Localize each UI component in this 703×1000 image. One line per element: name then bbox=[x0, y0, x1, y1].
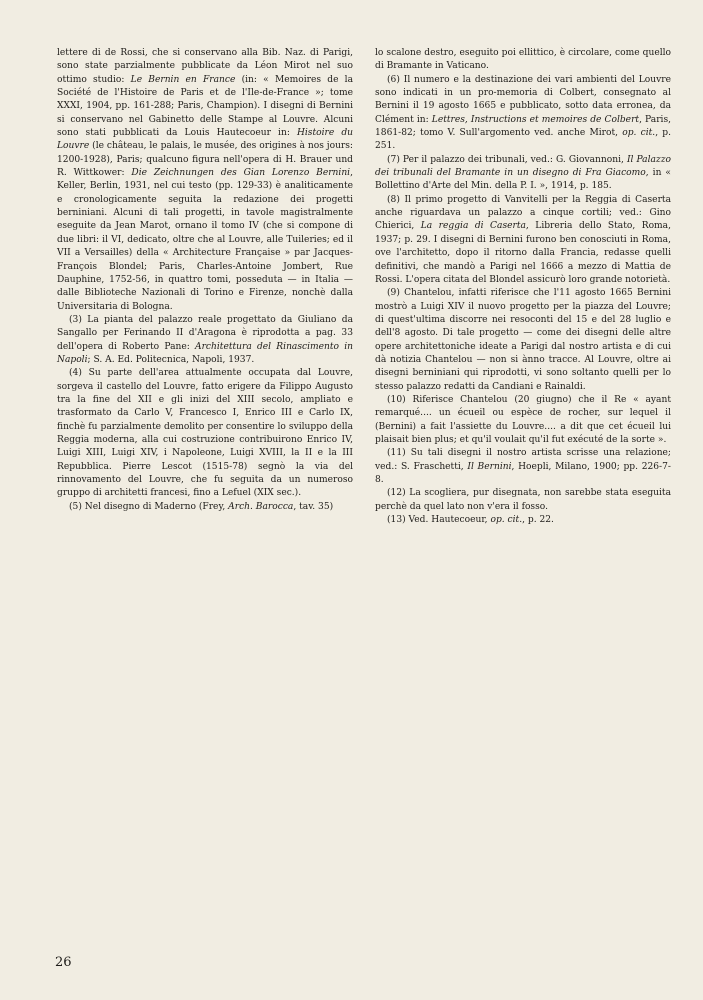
italic-title: Architettura del Rinascimento in Napoli bbox=[57, 341, 353, 365]
footnotes-right-column bbox=[375, 47, 671, 527]
right-paragraph bbox=[375, 487, 671, 514]
right-paragraph bbox=[375, 194, 671, 287]
italic-title: Le Bernin en France bbox=[130, 74, 236, 85]
text-run: , p. 251. bbox=[375, 128, 671, 152]
italic-title: Histoire du Louvre bbox=[57, 128, 353, 152]
text-run: , in « Bollettino d'Arte del Min. della P. I. », 1914, p. 185. bbox=[375, 168, 671, 192]
text-run: (3) La pianta del palazzo reale progettato da Giuliano da Sangallo per Ferinando II d'Aragona è riprodotta a pag. 33 dell'opera di Roberto Pane: bbox=[57, 314, 353, 352]
right-paragraph bbox=[375, 74, 671, 154]
text-run: (7) Per il palazzo dei tribunali, ved.: G. Giovannoni, bbox=[387, 154, 627, 165]
right-paragraph bbox=[375, 447, 671, 487]
text-run: (le château, le palais, le musée, des origines à nos jours: 1200-1928), Paris; qualcuno figura nell'opera di H. Brauer und R. Wittkower: bbox=[57, 141, 353, 179]
text-run: lettere di de Rossi, che si conservano alla Bib. Naz. di Parigi, sono state parzialmente pubblicate da Léon Mirot nel suo ottimo studio: bbox=[57, 48, 353, 85]
italic-title: Il Bernini bbox=[467, 461, 512, 472]
text-run: (5) Nel disegno di Maderno (Frey, bbox=[69, 501, 229, 512]
text-run: , Libreria dello Stato, Roma, 1937; p. 29. I disegni di Bernini furono ben conosciuti in Roma, ove l'architetto, dopo il ritorno dalla Francia, redasse quelli definitivi, che mandò a Parigi nel 1666 a mezzo di Mattia de Rossi. L'opera citata del Blondel assicurò loro grande notorietà. bbox=[375, 221, 671, 285]
left-paragraph bbox=[57, 47, 353, 314]
italic-title: op. cit. bbox=[490, 515, 523, 526]
italic-title: Arch. Barocca bbox=[228, 501, 294, 512]
text-run: ; S. A. Ed. Politecnica, Napoli, 1937. bbox=[87, 354, 255, 365]
text-run: lo scalone destro, eseguito poi ellittico, è circolare, come quello di Bramante in Vaticano. bbox=[375, 48, 671, 72]
italic-title: Il Palazzo dei tribunali del Bramante in un disegno di Fra Giacomo bbox=[375, 154, 671, 179]
text-run: (6) Il numero e la destinazione dei vari ambienti del Louvre sono indicati in un pro-memoria di Colbert, consegnato al Bernini il 19 agosto 1665 e pubblicato, sotto data erronea, da Clément in: bbox=[375, 74, 671, 125]
text-run: (10) Riferisce Chantelou (20 giugno) che il Re « ayant remarqué.... un écueil ou espèce de rocher, sur lequel il (Bernini) a fait l'assiette du Louvre.... a dit que cet écueil lui plaisait bien plus; et qu'il voulait qu'il fut exécuté de la sorte ». bbox=[375, 394, 671, 445]
text-run: (11) Su tali disegni il nostro artista scrisse una relazione; ved.: S. Fraschetti, bbox=[375, 448, 671, 472]
text-run: (13) Ved. Hautecoeur, bbox=[387, 515, 491, 526]
footnotes-left-column bbox=[57, 47, 353, 514]
text-run: (4) Su parte dell'area attualmente occupata dal Louvre, sorgeva il castello del Louvre, fatto erigere da Filippo Augusto tra la fine del XII e gli inizi del XIII secolo, ampliato e trasformato da Carlo V, Francesco I, Enrico III e Carlo IX, finchè fu parzialmente demolito per consentire lo sviluppo della Reggia moderna, alla cui costruzione contribuirono Enrico IV, Luigi XIII, Luigi XIV, i Napoleone, Luigi XVIII, la II e la III Repubblica. Pierre Lescot (1515-78) segnò la via del rinnovamento del Louvre, che fu seguita da un numeroso gruppo di architetti francesi, fino a Lefuel (XIX sec.). bbox=[57, 368, 353, 499]
right-paragraph bbox=[375, 47, 671, 74]
page-number: 26 bbox=[55, 955, 72, 970]
left-paragraph bbox=[57, 367, 353, 500]
right-paragraph bbox=[375, 287, 671, 394]
left-paragraph bbox=[57, 314, 353, 367]
italic-title: La reggia di Caserta bbox=[420, 221, 526, 232]
right-paragraph bbox=[375, 394, 671, 447]
italic-title: Lettres, Instructions et memoires de Colbert bbox=[431, 114, 640, 125]
text-run: , Hoepli, Milano, 1900; pp. 226-7-8. bbox=[375, 461, 671, 485]
text-run: , Paris, 1861-82; tomo V. Sull'argomento ved. anche Mirot, bbox=[375, 114, 672, 139]
text-run: (8) Il primo progetto di Vanvitelli per la Reggia di Caserta anche riguardava un palazzo a cinque cortili; ved.: Gino Chierici, bbox=[375, 194, 671, 232]
text-run: (9) Chantelou, infatti riferisce che l'11 agosto 1665 Bernini mostrò a Luigi XIV il nuovo progetto per la piazza del Louvre; di quest'ultima discorre nei resoconti del 15 e del 28 luglio e dell'8 agosto. Di tale progetto — come dei disegni delle altre opere architettoniche ideate a Parigi dal nostro artista e di cui dà notizia Chantelou — non si ànno tracce. Al Louvre, oltre ai disegni berniniani qui riprodotti, vi sono soltanto quelli per lo stesso palazzo redatti da Candiani e Rainaldi. bbox=[375, 288, 671, 392]
left-paragraph bbox=[57, 501, 353, 514]
italic-title: Die Zeichnungen des Gian Lorenzo Bernini bbox=[131, 168, 351, 179]
text-run: , p. 22. bbox=[522, 515, 554, 526]
text-run: , tav. 35) bbox=[293, 501, 334, 512]
italic-title: op. cit. bbox=[622, 128, 656, 139]
text-run: (in: « Memoires de la Société de l'Histoire de Paris et de l'Ile-de-France »; tome XXXI, 1904, pp. 161-288; Paris, Champion). I disegni di Bernini si conservano nel Gabinetto delle Stampe al Louvre. Alcuni sono stati pubblicati da Louis Hautecoeur in: bbox=[57, 74, 353, 139]
text-run: (12) La scogliera, pur disegnata, non sarebbe stata eseguita perchè da quel lato non v'era il fosso. bbox=[375, 488, 671, 512]
text-run: , Keller, Berlin, 1931, nel cui testo (pp. 129-33) è analiticamente e cronologicamente seguita la redazione dei progetti berniniani. Alcuni di tali progetti, in tavole magistralmente eseguite da Jean Marot, ornano il tomo IV (che si compone di due libri: il VI, dedicato, oltre che al Louvre, alle Tuileries; ed il VII a Versailles) della « Architecture Française » par Jacques-François Blondel; Paris, Charles-Antoine Jombert, Rue Dauphine, 1752-56, in quattro tomi, posseduta — in Italia — dalle Biblioteche Nazionali di Torino e Firenze, nonchè dalla Universitaria di Bologna. bbox=[57, 168, 353, 312]
right-paragraph bbox=[375, 154, 671, 194]
right-paragraph bbox=[375, 514, 671, 527]
